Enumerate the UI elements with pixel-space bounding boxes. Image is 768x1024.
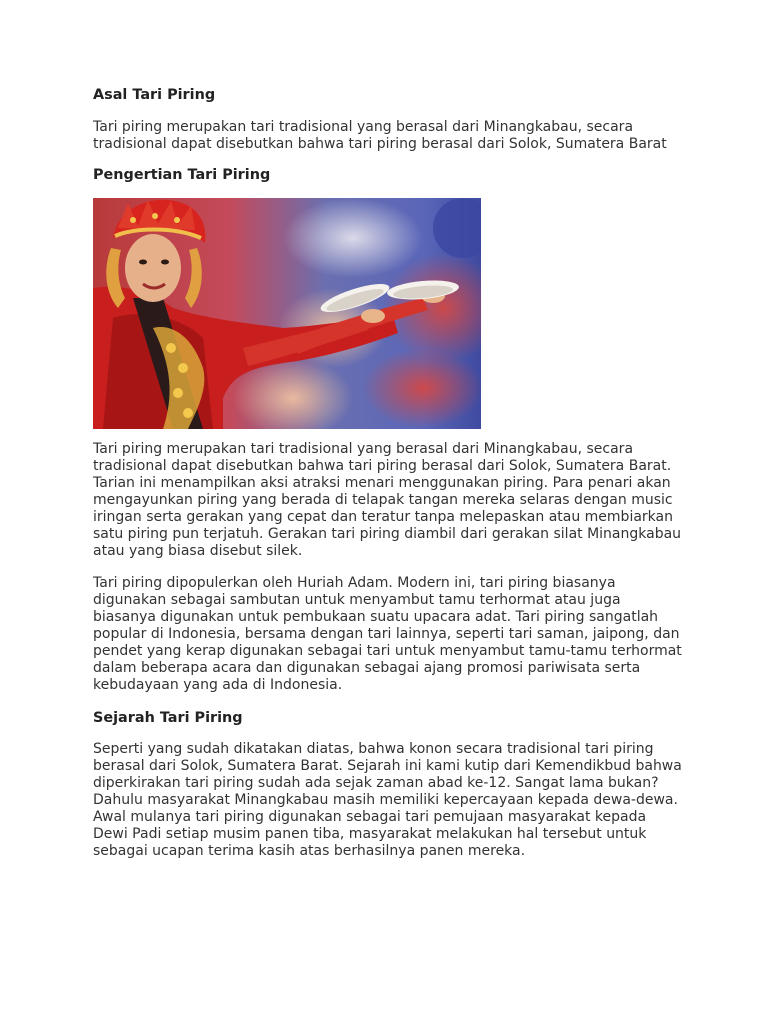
heading-asal-tari-piring: Asal Tari Piring bbox=[93, 87, 216, 103]
tari-piring-dancer-photo bbox=[93, 198, 481, 429]
paragraph-pengertian-1: Tari piring merupakan tari tradisional yang berasal dari Minangkabau, secara tradisional dapat disebutkan bahwa tari piring berasal dari Solok, Sumatera Barat. Tarian ini menampilkan aksi atraksi menari menggunakan piring. Para penari akan mengayunkan piring yang berada di telapak tangan mereka selaras dengan music iringan serta gerakan yang cepat dan teratur tanpa melepaskan atau membiarkan satu piring pun terjatuh. Gerakan tari piring diambil dari gerakan silat Minangkabau atau yang biasa disebut silek. bbox=[93, 441, 682, 559]
paragraph-asal: Tari piring merupakan tari tradisional yang berasal dari Minangkabau, secara tradisional dapat disebutkan bahwa tari piring berasal dari Solok, Sumatera Barat bbox=[93, 119, 667, 152]
paragraph-sejarah: Seperti yang sudah dikatakan diatas, bahwa konon secara tradisional tari piring berasal dari Solok, Sumatera Barat. Sejarah ini kami kutip dari Kemendikbud bahwa diperkirakan tari piring sudah ada sejak zaman abad ke-12. Sangat lama bukan? Dahulu masyarakat Minangkabau masih memiliki kepercayaan kepada dewa-dewa. Awal mulanya tari piring digunakan sebagai tari pemujaan masyarakat kepada Dewi Padi setiap musim panen tiba, masyarakat melakukan hal tersebut untuk sebagai ucapan terima kasih atas berhasilnya panen mereka. bbox=[93, 741, 682, 859]
heading-pengertian-tari-piring: Pengertian Tari Piring bbox=[93, 167, 271, 183]
paragraph-pengertian-2: Tari piring dipopulerkan oleh Huriah Adam. Modern ini, tari piring biasanya digunakan sebagai sambutan untuk menyambut tamu terhormat atau juga biasanya digunakan untuk pembukaan suatu upacara adat. Tari piring sangatlah popular di Indonesia, bersama dengan tari lainnya, seperti tari saman, jaipong, dan pendet yang kerap digunakan sebagai tari untuk menyambut tamu-tamu terhormat dalam beberapa acara dan digunakan sebagai ajang promosi pariwisata serta kebudayaan yang ada di Indonesia. bbox=[93, 575, 682, 693]
document-page bbox=[93, 86, 683, 860]
heading-sejarah-tari-piring: Sejarah Tari Piring bbox=[93, 710, 243, 726]
